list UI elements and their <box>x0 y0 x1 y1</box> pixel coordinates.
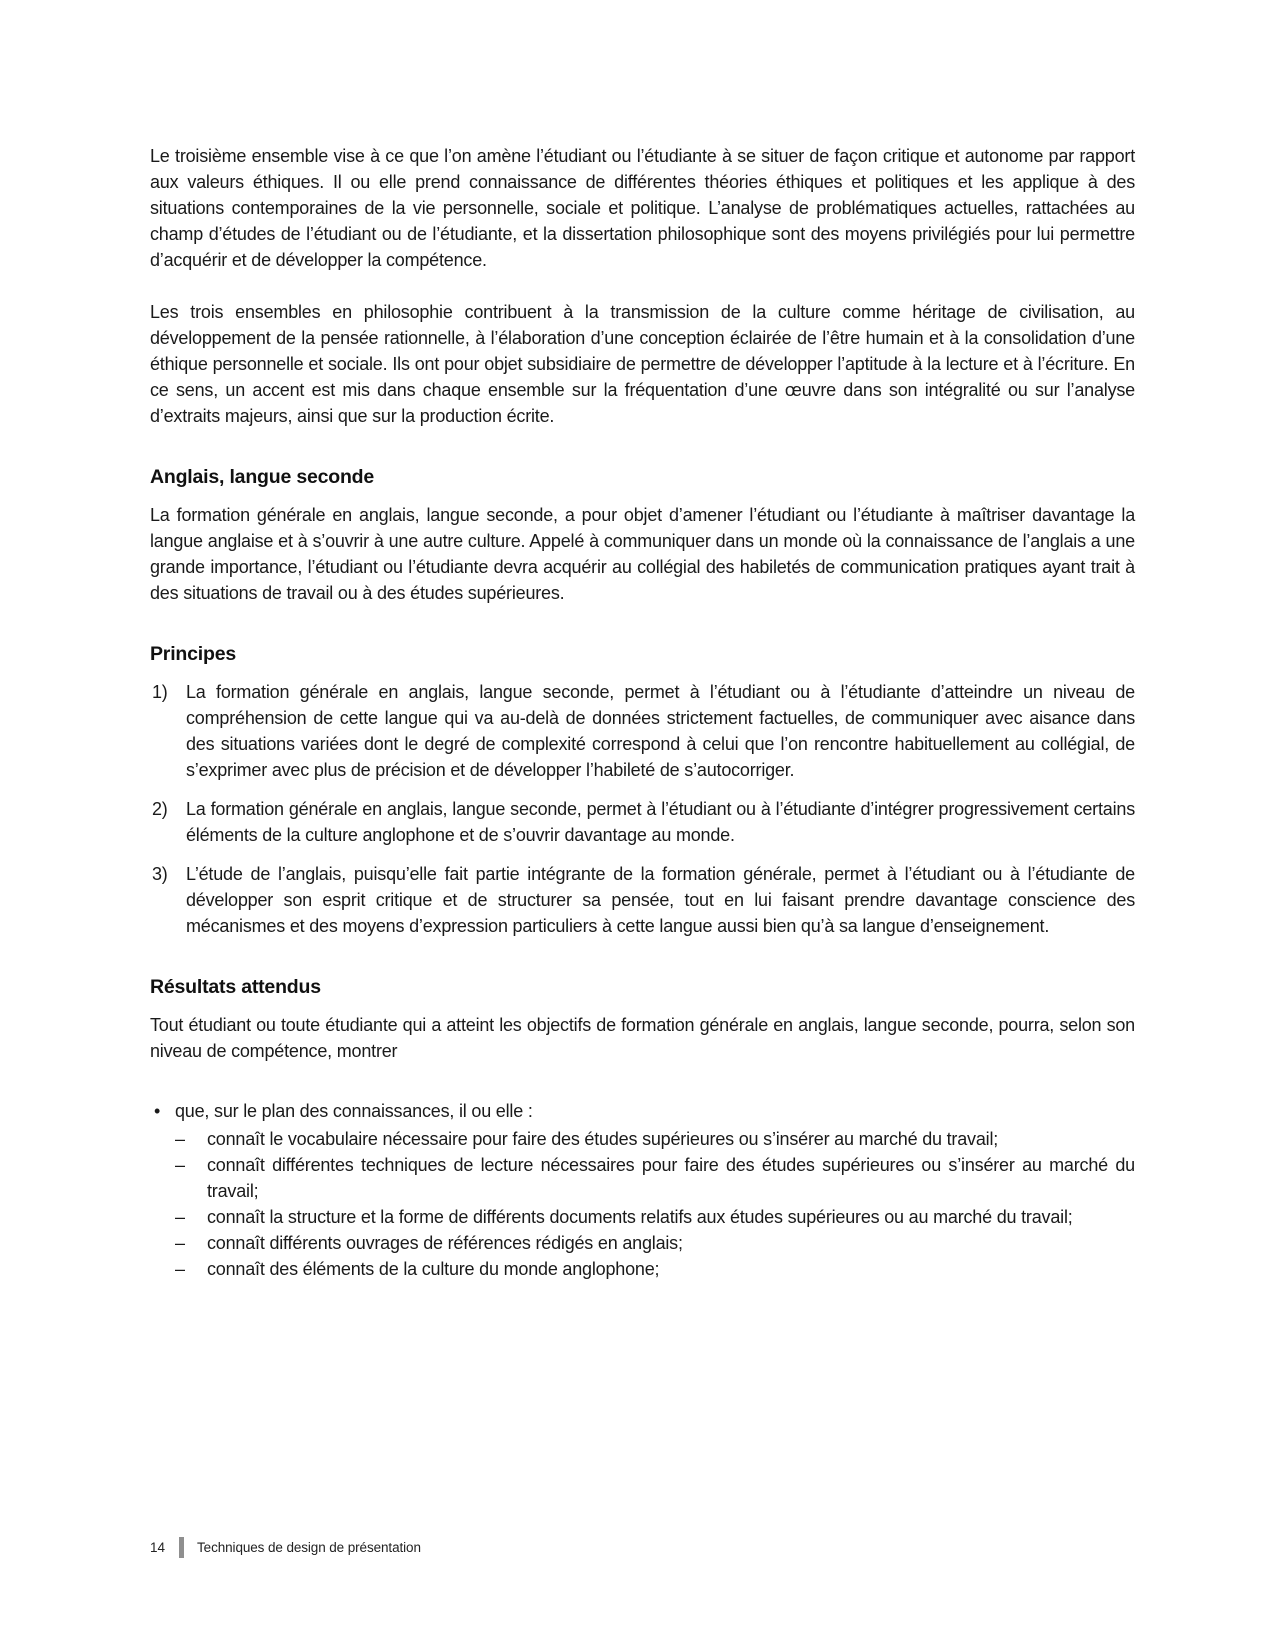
intro-paragraph-1: Le troisième ensemble vise à ce que l’on amène l’étudiant ou l’étudiante à se situer de façon critique et autonome par rapport aux valeurs éthiques. Il ou elle prend connaissance de différentes théories éthiques et politiques et les applique à des situations contemporaines de la vie personnelle, sociale et politique. L’analyse de problématiques actuelles, rattachées au champ d’études de l’étudiant ou de l’étudiante, et la dissertation philosophique sont des moyens privilégiés pour lui permettre d’acquérir et de développer la compétence. <box>150 146 1135 270</box>
bullet-text: que, sur le plan des connaissances, il ou elle : <box>175 1101 533 1121</box>
footer-divider-bar <box>179 1537 184 1558</box>
principes-section-heading: Principes <box>150 643 236 665</box>
page-footer <box>150 1537 421 1558</box>
bullet-marker: • <box>154 1101 161 1121</box>
list-item <box>175 1204 1135 1230</box>
page-number: 14 <box>150 1540 166 1555</box>
resultats-intro-paragraph: Tout étudiant ou toute étudiante qui a atteint les objectifs de formation générale en anglais, langue seconde, pourra, selon son niveau de compétence, montrer <box>150 1015 1135 1061</box>
item-text: La formation générale en anglais, langue seconde, permet à l’étudiant ou à l’étudiante d’intégrer progressivement certains éléments de la culture anglophone et de s’ouvrir davantage au monde. <box>186 799 1135 845</box>
anglais-section-heading: Anglais, langue seconde <box>150 466 375 488</box>
list-item-text: connaît le vocabulaire nécessaire pour faire des études supérieures ou s’insérer au marché du travail; <box>207 1129 999 1149</box>
connaissances-list <box>150 1098 1135 1282</box>
dash-marker: – <box>175 1155 186 1175</box>
item-text: L’étude de l’anglais, puisqu’elle fait partie intégrante de la formation générale, permet à l’étudiant ou à l’étudiante de développer son esprit critique et de structurer sa pensée, tout en lui faisant prendre davantage conscience des mécanismes et des moyens d’expression particuliers à cette langue aussi bien qu’à sa langue d’enseignement. <box>186 864 1135 936</box>
bullet-item <box>150 1098 1135 1124</box>
dash-marker: – <box>175 1207 186 1227</box>
intro-paragraph-2: Les trois ensembles en philosophie contribuent à la transmission de la culture comme héritage de civilisation, au développement de la pensée rationnelle, à l’élaboration d’une conception éclairée de l’être humain et à la consolidation d’une éthique personnelle et sociale. Ils ont pour objet subsidiaire de permettre de développer l’aptitude à la lecture et à l’écriture. En ce sens, un accent est mis dans chaque ensemble sur la fréquentation d’une œuvre dans son intégralité ou sur l’analyse d’extraits majeurs, ainsi que sur la production écrite. <box>150 302 1135 426</box>
anglais-paragraph: La formation générale en anglais, langue seconde, a pour objet d’amener l’étudiant ou l’étudiante à maîtriser davantage la langue anglaise et à s’ouvrir à une autre culture. Appelé à communiquer dans un monde où la connaissance de l’anglais a une grande importance, l’étudiant ou l’étudiante devra acquérir au collégial des habiletés de communication pratiques ayant trait à des situations de travail ou à des études supérieures. <box>150 505 1135 603</box>
list-item <box>175 1126 1135 1152</box>
list-item-text: connaît différentes techniques de lecture nécessaires pour faire des études supérieures ou s’insérer au marché du travail; <box>207 1155 1135 1201</box>
page-content <box>150 143 1135 1282</box>
item-number: 3) <box>152 864 168 884</box>
item-text: La formation générale en anglais, langue seconde, permet à l’étudiant ou à l’étudiante d’atteindre un niveau de compréhension de cette langue qui va au-delà de données strictement factuelles, de communiquer avec aisance dans des situations variées dont le degré de complexité correspond à celui que l’on rencontre habituellement au collégial, de s’exprimer avec plus de précision et de développer l’habileté de s’autocorriger. <box>186 682 1135 780</box>
item-number: 1) <box>152 682 168 702</box>
dash-list <box>175 1126 1135 1282</box>
list-item <box>175 1256 1135 1282</box>
list-item-text: connaît différents ouvrages de références rédigés en anglais; <box>207 1233 683 1253</box>
item-number: 2) <box>152 799 168 819</box>
resultats-section-heading: Résultats attendus <box>150 976 321 998</box>
list-item-text: connaît la structure et la forme de différents documents relatifs aux études supérieures ou au marché du travail; <box>207 1207 1073 1227</box>
dash-marker: – <box>175 1129 186 1149</box>
list-item <box>175 1152 1135 1204</box>
list-item-text: connaît des éléments de la culture du monde anglophone; <box>207 1259 660 1279</box>
principes-item-3 <box>150 861 1135 939</box>
list-item <box>175 1230 1135 1256</box>
principes-item-1 <box>150 679 1135 783</box>
dash-marker: – <box>175 1233 186 1253</box>
footer-document-title: Techniques de design de présentation <box>197 1540 421 1555</box>
principes-item-2 <box>150 796 1135 848</box>
dash-marker: – <box>175 1259 186 1279</box>
